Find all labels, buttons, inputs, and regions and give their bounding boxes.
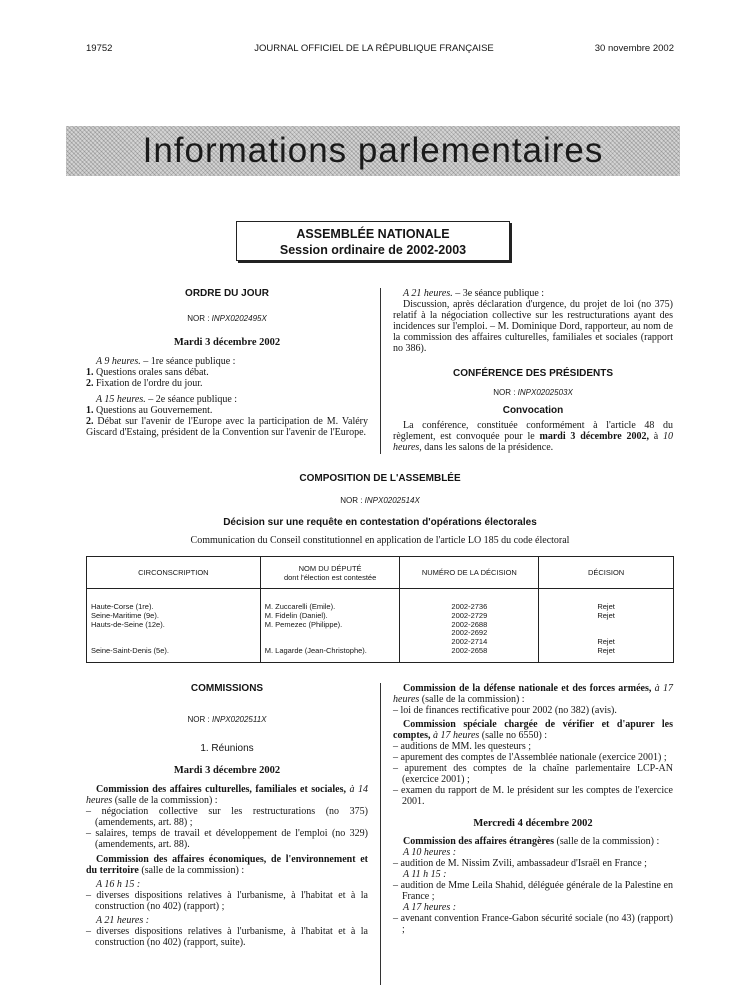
assembly-box: [236, 221, 510, 261]
list-item: – négociation collective sur les restructurations (no 375) (amendements, art. 88) ;: [86, 806, 368, 828]
circonscription-cell: Haute-Corse (1re). Seine-Maritime (9e). Hauts-de-Seine (12e). Seine-Saint-Denis (5e).: [87, 589, 261, 663]
session-date: Mardi 3 décembre 2002: [173, 337, 281, 348]
sitting-1: A 9 heures. – 1re séance publique :: [96, 356, 236, 367]
numero-cell: 2002-2736 2002-2729 2002-2688 2002-2692 2002-2714 2002-2658: [400, 589, 539, 663]
nor-reference: NOR : INPX0202514X: [340, 496, 420, 505]
list-item: – diverses dispositions relatives à l'urbanisme, à l'habitat et à la construction (no 402) (rapport) ;: [86, 890, 368, 912]
commission-defense: Commission de la défense nationale et des forces armées, à 17 heures (salle de la commission) :: [393, 683, 673, 705]
meeting-date: Mardi 3 décembre 2002: [173, 765, 281, 776]
commission-speciale: Commission spéciale chargée de vérifier et d'apurer les comptes, à 17 heures (salle no 6550) :: [393, 719, 673, 741]
agenda-item: 1. Questions orales sans débat.: [86, 367, 209, 378]
column-divider: [380, 288, 381, 454]
nor-reference: NOR : INPX0202503X: [493, 388, 573, 397]
list-item: – audition de Mme Leila Shahid, déléguée générale de la Palestine en France ;: [393, 880, 673, 902]
list-item: – avenant convention France-Gabon sécurité sociale (no 43) (rapport) ;: [393, 913, 673, 935]
list-item: – auditions de MM. les questeurs ;: [393, 741, 532, 752]
journal-title: JOURNAL OFFICIEL DE LA RÉPUBLIQUE FRANÇAISE: [254, 43, 494, 54]
sitting-2: A 15 heures. – 2e séance publique :: [96, 394, 238, 405]
agenda-item: 2. Fixation de l'ordre du jour.: [86, 378, 203, 389]
commission-affaires-culturelles: Commission des affaires culturelles, familiales et sociales, à 14 heures (salle de la commission) :: [86, 784, 369, 806]
meeting-date: Mercredi 4 décembre 2002: [473, 818, 593, 829]
convocation-body: La conférence, constituée conformément à l'article 48 du règlement, est convoquée pour le mardi 3 décembre 2002, à 10 heures, dans les salons de la présidence.: [393, 420, 674, 453]
table-row: [87, 589, 674, 663]
column-divider: [380, 683, 381, 985]
commission-affaires-economiques: Commission des affaires économiques, de l'environnement et du territoire (salle de la commission) :: [86, 854, 368, 876]
section-banner: [66, 126, 680, 176]
list-item: – apurement des comptes de la chaîne parlementaire LCP-AN (exercice 2001) ;: [393, 763, 673, 785]
agenda-item: 2. Débat sur l'avenir de l'Europe avec la participation de M. Valéry Giscard d'Estaing, président de la Convention sur l'avenir de l'Europe.: [86, 416, 368, 438]
time-slot: A 11 h 15 :: [403, 869, 447, 880]
column-header-depute: NOM DU DÉPUTÉ dont l'élection est contestée: [260, 557, 400, 589]
decision-heading: Décision sur une requête en contestation d'opérations électorales: [223, 517, 537, 528]
time-slot: A 17 heures :: [403, 902, 457, 913]
commissions-heading: COMMISSIONS: [190, 683, 264, 694]
commissions-section: [86, 683, 368, 948]
time-slot: A 21 heures :: [96, 915, 150, 926]
decision-cell: Rejet Rejet Rejet Rejet: [539, 589, 674, 663]
sitting-3: A 21 heures. – 3e séance publique :: [403, 288, 545, 299]
time-slot: A 16 h 15 :: [96, 879, 141, 890]
column-header-decision: DÉCISION: [539, 557, 674, 589]
conference-heading: CONFÉRENCE DES PRÉSIDENTS: [452, 368, 614, 379]
list-item: – salaires, temps de travail et développement de l'emploi (no 329) (amendements, art. 88).: [86, 828, 368, 850]
agenda-item: 1. Questions au Gouvernement.: [86, 405, 213, 416]
reunions-heading: 1. Réunions: [200, 743, 254, 754]
list-item: – audition de M. Nissim Zvili, ambassadeur d'Israël en France ;: [393, 858, 647, 869]
column-header-numero: NUMÉRO DE LA DÉCISION: [400, 557, 539, 589]
banner-title: Informations parlementaires: [142, 131, 604, 170]
commission-affaires-etrangeres: Commission des affaires étrangères (salle de la commission) :: [403, 836, 660, 847]
list-item: – apurement des comptes de l'Assemblée nationale (exercice 2001) ;: [393, 752, 667, 763]
nor-reference: NOR : INPX0202495X: [187, 314, 267, 323]
composition-heading: COMPOSITION DE L'ASSEMBLÉE: [299, 473, 461, 484]
page-number: 19752: [86, 43, 113, 54]
ordre-du-jour-continued: [393, 288, 673, 453]
decisions-table: [86, 556, 674, 663]
convocation-heading: Convocation: [502, 405, 564, 416]
list-item: – examen du rapport de M. le président sur les comptes de l'exercice 2001.: [393, 785, 673, 807]
commissions-continued: [393, 683, 673, 935]
session-name: Session ordinaire de 2002-2003: [279, 243, 467, 257]
assembly-name: ASSEMBLÉE NATIONALE: [296, 227, 450, 241]
nor-reference: NOR : INPX0202511X: [187, 715, 267, 724]
communication-line: Communication du Conseil constitutionnel en application de l'article LO 185 du code électoral: [190, 535, 570, 546]
section-heading: ORDRE DU JOUR: [185, 288, 269, 299]
column-header-circonscription: CIRCONSCRIPTION: [87, 557, 261, 589]
ordre-du-jour-section: [86, 288, 368, 438]
time-slot: A 10 heures :: [403, 847, 457, 858]
header-date: 30 novembre 2002: [594, 43, 674, 54]
depute-cell: M. Zuccarelli (Emile). M. Fidelin (Daniel). M. Pemezec (Philippe). M. Lagarde (Jean-Christophe).: [260, 589, 400, 663]
list-item: – loi de finances rectificative pour 2002 (no 382) (avis).: [393, 705, 617, 716]
list-item: – diverses dispositions relatives à l'urbanisme, à l'habitat et à la construction (no 402) (rapport, suite).: [86, 926, 368, 948]
sitting-3-body: Discussion, après déclaration d'urgence, du projet de loi (no 375) relatif à la négociation collective sur les restructurations ayant des incidences sur l'emploi. – M. Dominique Dord, rapporteur, au nom de la commission des affaires culturelles, familiales et sociales (rapport no 386).: [393, 299, 673, 354]
